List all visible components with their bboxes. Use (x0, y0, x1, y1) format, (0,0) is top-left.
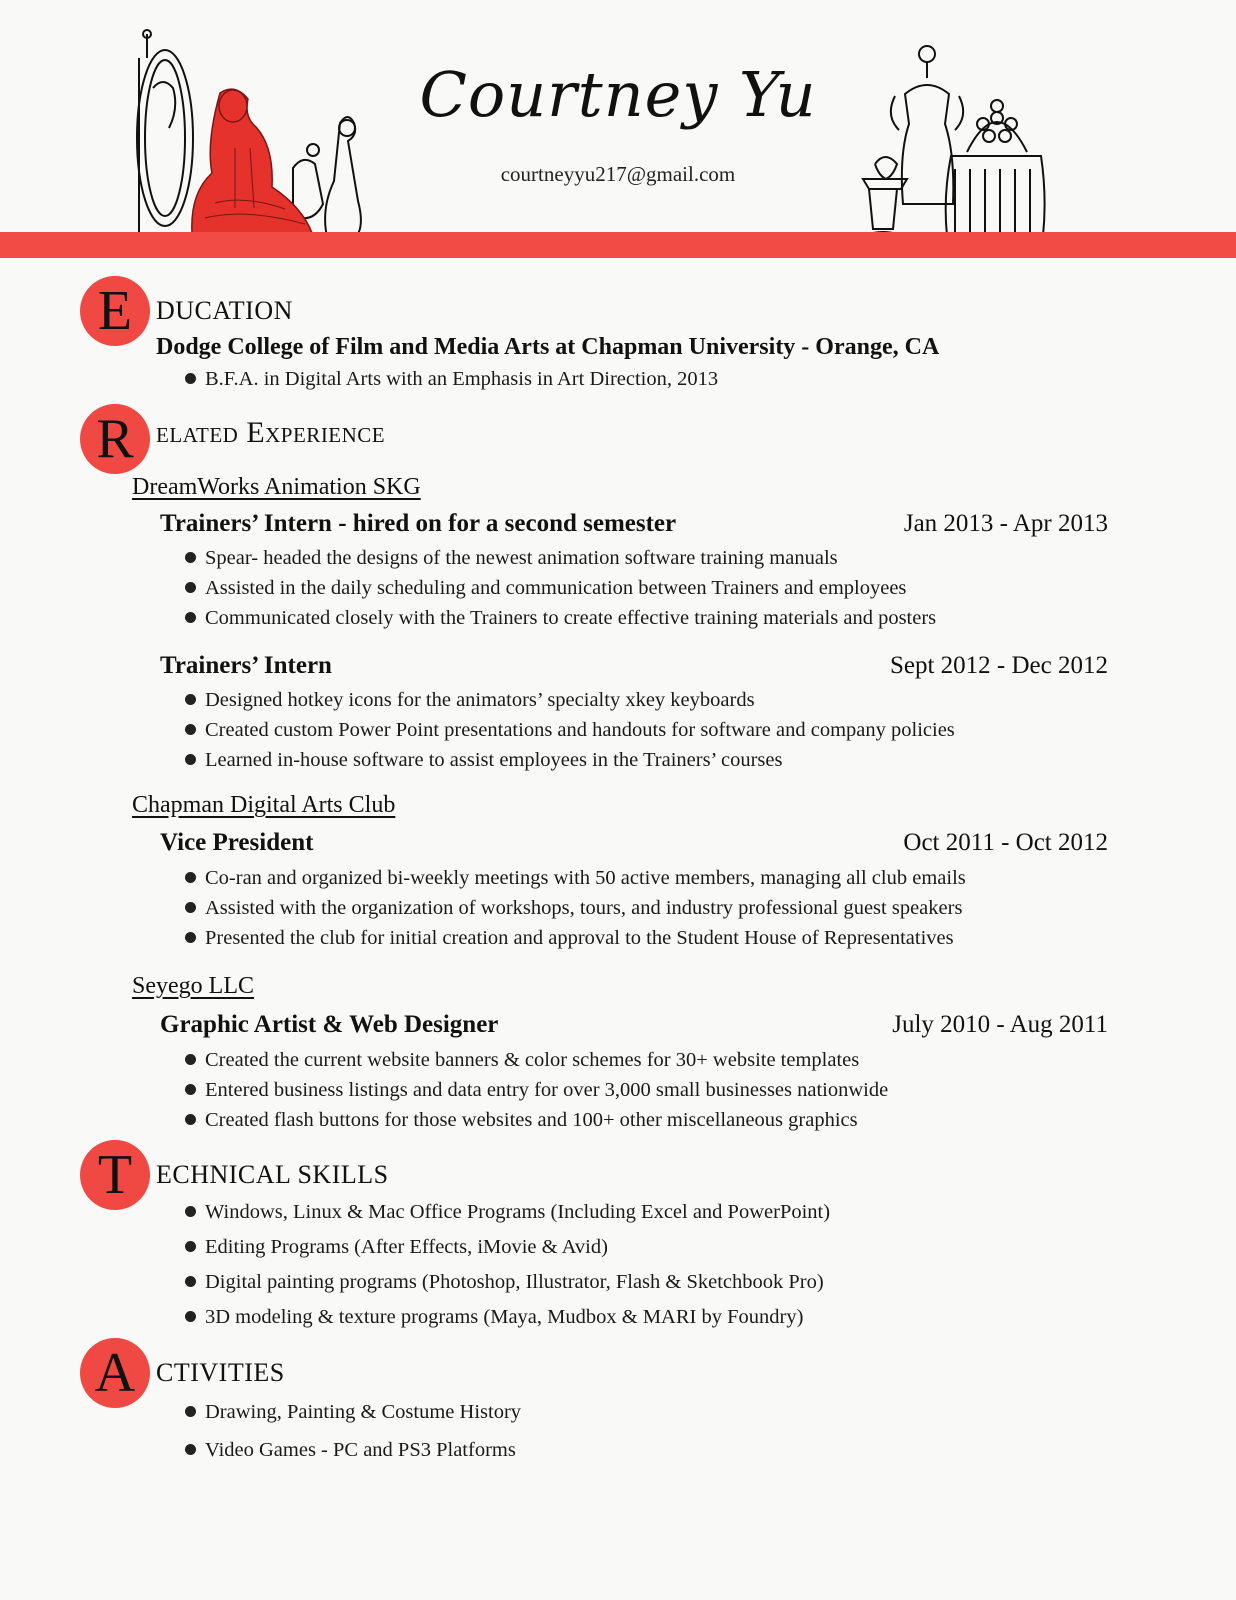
experience-item (185, 1049, 859, 1072)
bullet-icon (185, 1311, 196, 1322)
bullet-text: Windows, Linux & Mac Office Programs (Including Excel and PowerPoint) (205, 1201, 831, 1223)
experience-item (185, 719, 955, 742)
role-title: Graphic Artist & Web Designer (160, 1011, 499, 1038)
drop-cap: R (80, 404, 150, 474)
org-name: Chapman Digital Arts Club (132, 792, 396, 818)
bullet-text: Communicated closely with the Trainers to create effective training materials and posters (205, 607, 937, 629)
bullet-icon (185, 694, 196, 705)
activity-item (185, 1439, 516, 1462)
bullet-text: Digital painting programs (Photoshop, Illustrator, Flash & Sketchbook Pro) (205, 1271, 824, 1293)
role-dates: July 2010 - Aug 2011 (892, 1011, 1108, 1038)
bullet-icon (185, 582, 196, 593)
experience-item (185, 897, 962, 920)
bullet-text: Learned in-house software to assist employees in the Trainers’ courses (205, 749, 783, 771)
role-title: Vice President (160, 829, 314, 856)
bullet-text: Created flash buttons for those websites and 100+ other miscellaneous graphics (205, 1109, 858, 1131)
dress-form-illustration (855, 44, 1050, 250)
role-dates: Sept 2012 - Dec 2012 (889, 652, 1108, 679)
bullet-text: Editing Programs (After Effects, iMovie & Avid) (205, 1236, 608, 1258)
bullet-text: Presented the club for initial creation and approval to the Student House of Representatives (205, 927, 954, 949)
experience-item (185, 547, 838, 570)
bullet-icon (185, 724, 196, 735)
bullet-icon (185, 902, 196, 913)
skill-item (185, 1236, 608, 1259)
bullet-icon (185, 754, 196, 765)
bullet-text: Created custom Power Point presentations and handouts for software and company policies (205, 719, 955, 741)
bullet-icon (185, 872, 196, 883)
skill-item (185, 1271, 824, 1294)
section-title: elated Experience (156, 416, 386, 449)
resume-header (0, 0, 1236, 262)
bullet-icon (185, 373, 196, 384)
bullet-icon (185, 1241, 196, 1252)
bullet-text: Entered business listings and data entry for over 3,000 small businesses nationwide (205, 1079, 889, 1101)
bullet-text: Drawing, Painting & Costume History (205, 1401, 522, 1423)
experience-item (185, 577, 906, 600)
contact-email[interactable]: courtneyyu217@gmail.com (500, 162, 736, 186)
bullet-icon (185, 1276, 196, 1287)
org-name: Seyego LLC (132, 973, 254, 999)
org-name: DreamWorks Animation SKG (132, 474, 421, 500)
skill-item (185, 1201, 830, 1224)
bullet-icon (185, 1406, 196, 1417)
bullet-text: Assisted in the daily scheduling and communication between Trainers and employees (205, 577, 907, 599)
section-title: CTIVITIES (156, 1358, 285, 1387)
bullet-text: B.F.A. in Digital Arts with an Emphasis in Art Direction, 2013 (205, 368, 719, 390)
bullet-icon (185, 1054, 196, 1065)
bullet-text: 3D modeling & texture programs (Maya, Mudbox & MARI by Foundry) (205, 1306, 804, 1328)
candidate-name: Courtney Yu (419, 58, 817, 131)
section-title: ECHNICAL SKILLS (156, 1160, 389, 1189)
experience-item (185, 749, 782, 772)
bullet-text: Co-ran and organized bi-weekly meetings with 50 active members, managing all club emails (205, 867, 966, 889)
drop-cap: E (80, 276, 150, 346)
experience-item (185, 1109, 858, 1132)
role-dates: Oct 2011 - Oct 2012 (903, 829, 1108, 856)
experience-item (185, 1079, 888, 1102)
bullet-text: Assisted with the organization of workshops, tours, and industry professional guest speakers (205, 897, 963, 919)
header-accent-band (0, 232, 1236, 258)
experience-item (185, 867, 966, 890)
skill-item (185, 1306, 803, 1329)
bullet-text: Created the current website banners & color schemes for 30+ website templates (205, 1049, 860, 1071)
bullet-icon (185, 552, 196, 563)
education-item (185, 368, 718, 391)
bullet-text: Spear- headed the designs of the newest animation software training manuals (205, 547, 838, 569)
role-title: Trainers’ Intern (160, 652, 332, 679)
bullet-icon (185, 1114, 196, 1125)
activity-item (185, 1401, 521, 1424)
experience-item (185, 607, 936, 630)
experience-item (185, 689, 755, 712)
section-title: DUCATION (156, 296, 293, 325)
bullet-text: Video Games - PC and PS3 Platforms (205, 1439, 516, 1461)
experience-item (185, 927, 954, 950)
bullet-icon (185, 612, 196, 623)
bullet-text: Designed hotkey icons for the animators’ specialty xkey keyboards (205, 689, 755, 711)
bullet-icon (185, 1084, 196, 1095)
drop-cap: T (80, 1140, 150, 1210)
bullet-icon (185, 932, 196, 943)
bullet-icon (185, 1206, 196, 1217)
bullet-icon (185, 1444, 196, 1455)
drop-cap: A (80, 1338, 150, 1408)
role-dates: Jan 2013 - Apr 2013 (903, 510, 1108, 537)
role-title: Trainers’ Intern - hired on for a second semester (160, 510, 677, 537)
school-name: Dodge College of Film and Media Arts at Chapman University - Orange, CA (156, 334, 940, 360)
